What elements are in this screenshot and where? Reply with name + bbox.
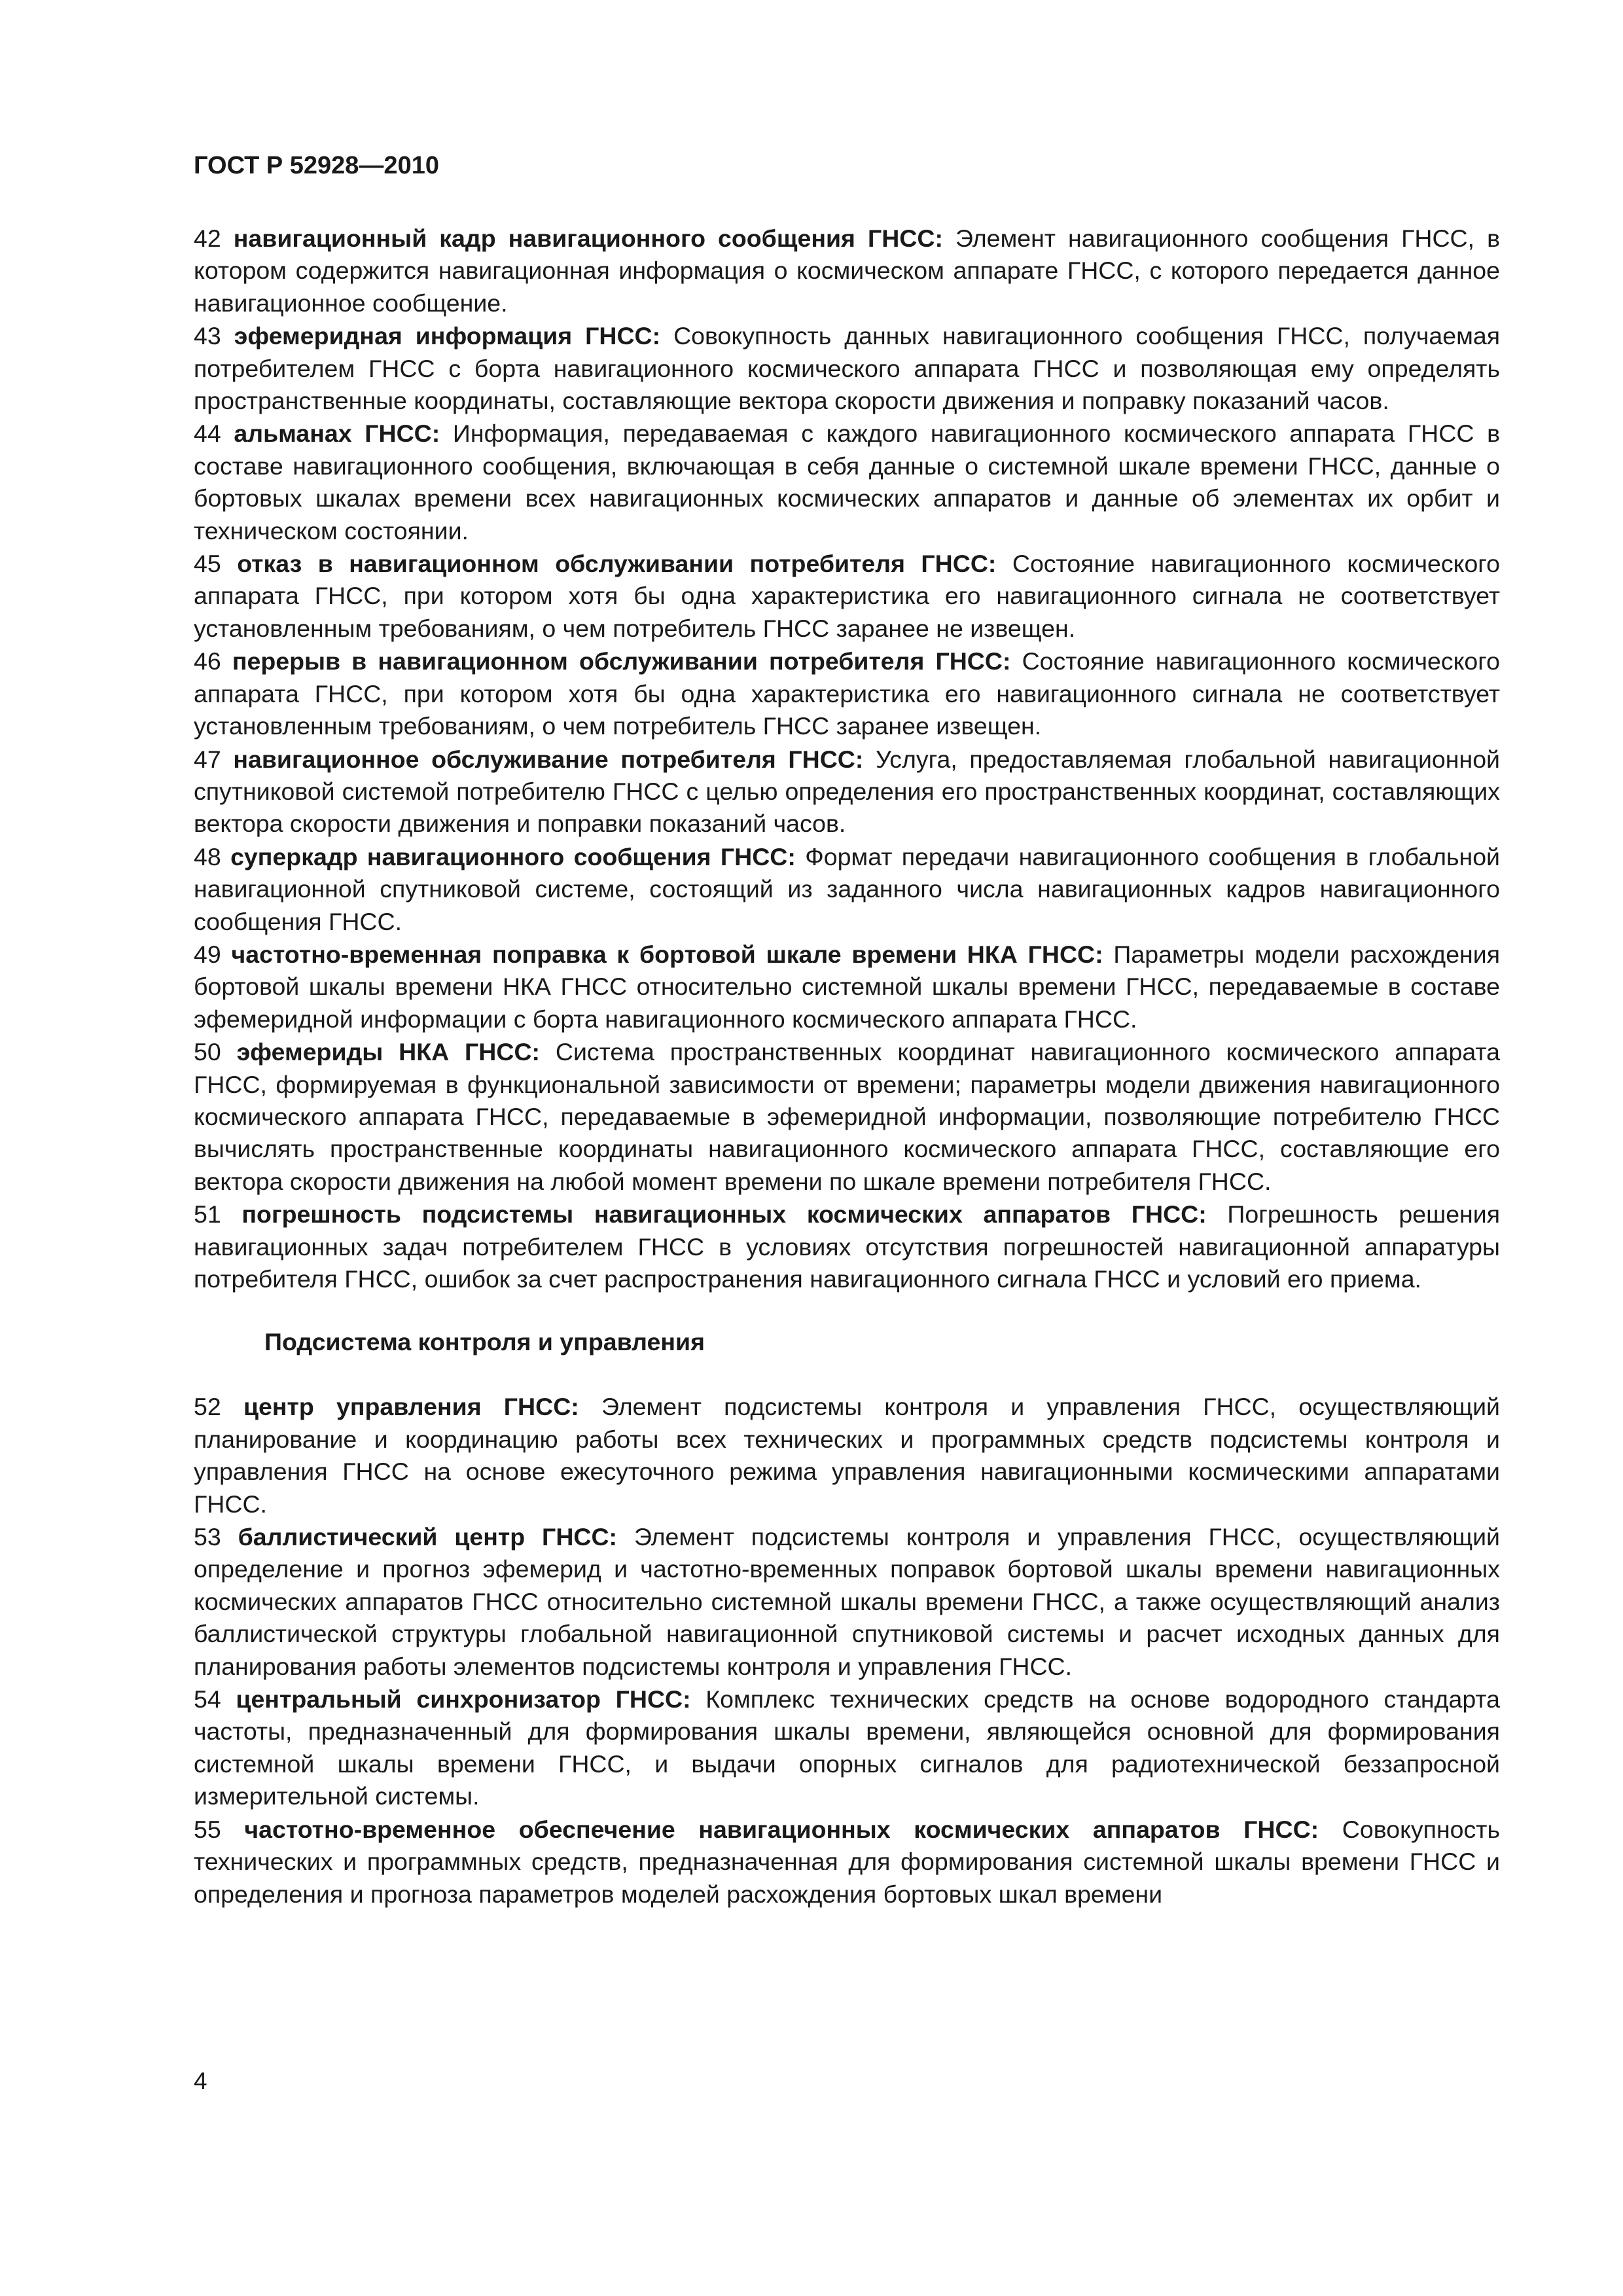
term-definition: Совокупность данных навигационного сообщения ГНСС, получаемая потребителем ГНСС с борта навигационного космического аппарата ГНСС и позволяющая ему определять пространственные координаты, составляющие вектора скорости движения и поправку показаний часов. bbox=[194, 322, 1501, 415]
term-list-navigation-message bbox=[194, 223, 1500, 1295]
term-definition: Состояние навигационного космического аппарата ГНСС, при котором хотя бы одна характеристика его навигационного сигнала не соответствует установленным требованиям, о чем потребитель ГНСС заранее не извещен. bbox=[194, 550, 1501, 642]
term-title: частотно-временное обеспечение навигационных космических аппаратов ГНСС: bbox=[244, 1815, 1319, 1843]
term-number: 45 bbox=[194, 550, 221, 578]
document-body bbox=[194, 223, 1500, 1911]
document-header: ГОСТ Р 52928—2010 bbox=[194, 152, 439, 179]
term-definition: Состояние навигационного космического аппарата ГНСС, при котором хотя бы одна характеристика его навигационного сигнала не соответствует установленным требованиям, о чем потребитель ГНСС заранее извещен. bbox=[194, 647, 1501, 740]
term-definition: Элемент подсистемы контроля и управления ГНСС, осуществляющий планирование и координацию работы всех технических и программных средств подсистемы контроля и управления ГНСС на основе ежесуточного режима управления навигационными космическими аппаратами ГНСС. bbox=[194, 1393, 1501, 1518]
term-entry bbox=[194, 939, 1500, 1035]
term-title: перерыв в навигационном обслуживании потребителя ГНСС: bbox=[232, 647, 1011, 675]
term-entry bbox=[194, 1814, 1500, 1910]
term-title: суперкадр навигационного сообщения ГНСС: bbox=[230, 842, 796, 870]
term-number: 47 bbox=[194, 745, 221, 773]
term-definition: Параметры модели расхождения бортовой шкалы времени НКА ГНСС относительно системной шкалы времени ГНСС, передаваемые в составе эфемеридной информации с борта навигационного космического аппарата ГНСС. bbox=[194, 940, 1501, 1033]
term-number: 51 bbox=[194, 1200, 221, 1229]
term-entry bbox=[194, 548, 1500, 645]
term-definition: Информация, передаваемая с каждого навигационного космического аппарата ГНСС в составе навигационного сообщения, включающая в себя данные о системной шкале времени ГНСС, данные о бортовых шкалах времени всех навигационных космических аппаратов и данные об элементах их орбит и техническом состоянии. bbox=[194, 420, 1500, 545]
term-title: эфемериды НКА ГНСС: bbox=[236, 1038, 541, 1066]
term-entry bbox=[194, 645, 1500, 742]
term-number: 54 bbox=[194, 1685, 221, 1713]
term-number: 55 bbox=[194, 1815, 221, 1843]
term-number: 42 bbox=[194, 224, 221, 252]
term-entry bbox=[194, 320, 1500, 417]
term-title: центральный синхронизатор ГНСС: bbox=[236, 1685, 691, 1713]
term-entry bbox=[194, 223, 1500, 319]
term-title: баллистический центр ГНСС: bbox=[238, 1523, 618, 1551]
term-entry bbox=[194, 418, 1500, 547]
term-title: отказ в навигационном обслуживании потребителя ГНСС: bbox=[237, 550, 997, 578]
page-number: 4 bbox=[194, 2068, 207, 2094]
term-title: частотно-временная поправка к бортовой шкале времени НКА ГНСС: bbox=[231, 940, 1103, 968]
term-definition: Формат передачи навигационного сообщения в глобальной навигационной спутниковой системе, состоящий из заданного числа навигационных кадров навигационного сообщения ГНСС. bbox=[194, 842, 1500, 935]
term-definition: Совокупность технических и программных средств, предназначенная для формирования системной шкалы времени ГНСС и определения и прогноза параметров моделей расхождения бортовых шкал времени bbox=[194, 1815, 1501, 1908]
term-number: 50 bbox=[194, 1038, 221, 1066]
term-list-control-subsystem bbox=[194, 1391, 1500, 1910]
term-definition: Элемент подсистемы контроля и управления ГНСС, осуществляющий определение и прогноз эфемерид и частотно-временных поправок бортовой шкалы времени навигационных космических аппаратов ГНСС относительно системной шкалы времени ГНСС, а также осуществляющий анализ баллистической структуры глобальной навигационной спутниковой системы и расчет исходных данных для планирования работы элементов подсистемы контроля и управления ГНСС. bbox=[194, 1523, 1501, 1680]
term-entry bbox=[194, 1036, 1500, 1198]
section-title: Подсистема контроля и управления bbox=[264, 1328, 705, 1356]
term-number: 44 bbox=[194, 420, 221, 448]
term-entry bbox=[194, 1521, 1500, 1683]
term-title: навигационное обслуживание потребителя ГНСС: bbox=[233, 745, 864, 773]
term-number: 43 bbox=[194, 322, 221, 350]
term-title: эфемеридная информация ГНСС: bbox=[234, 322, 661, 350]
term-definition: Услуга, предоставляемая глобальной навигационной спутниковой системой потребителю ГНСС с целью определения его пространственных координат, составляющих вектора скорости движения и поправки показаний часов. bbox=[194, 745, 1501, 838]
term-number: 46 bbox=[194, 647, 221, 675]
term-number: 52 bbox=[194, 1393, 221, 1421]
term-title: навигационный кадр навигационного сообщения ГНСС: bbox=[233, 224, 943, 252]
term-definition: Комплекс технических средств на основе водородного стандарта частоты, предназначенный для формирования шкалы времени, являющейся основной для формирования системной шкалы времени ГНСС, и выдачи опорных сигналов для радиотехнической беззапросной измерительной системы. bbox=[194, 1685, 1501, 1810]
term-number: 53 bbox=[194, 1523, 221, 1551]
term-definition: Элемент навигационного сообщения ГНСС, в котором содержится навигационная информация о космическом аппарате ГНСС, с которого передается данное навигационное сообщение. bbox=[194, 224, 1501, 317]
term-entry bbox=[194, 841, 1500, 938]
term-title: погрешность подсистемы навигационных космических аппаратов ГНСС: bbox=[241, 1200, 1207, 1229]
term-number: 49 bbox=[194, 940, 221, 968]
term-definition: Система пространственных координат навигационного космического аппарата ГНСС, формируемая в функциональной зависимости от времени; параметры модели движения навигационного космического аппарата ГНСС, передаваемые в эфемеридной информации, позволяющие потребителю ГНСС вычислять пространственные координаты навигационного космического аппарата ГНСС, составляющие его вектора скорости движения на любой момент времени по шкале времени потребителя ГНСС. bbox=[194, 1038, 1501, 1195]
term-entry bbox=[194, 1198, 1500, 1295]
term-entry bbox=[194, 1683, 1500, 1813]
term-title: центр управления ГНСС: bbox=[243, 1393, 579, 1421]
term-title: альманах ГНСС: bbox=[234, 420, 440, 448]
term-number: 48 bbox=[194, 842, 221, 870]
term-entry bbox=[194, 744, 1500, 840]
term-entry bbox=[194, 1391, 1500, 1520]
term-definition: Погрешность решения навигационных задач потребителем ГНСС в условиях отсутствия погрешностей навигационной аппаратуры потребителя ГНСС, ошибок за счет распространения навигационного сигнала ГНСС и условий его приема. bbox=[194, 1200, 1501, 1293]
